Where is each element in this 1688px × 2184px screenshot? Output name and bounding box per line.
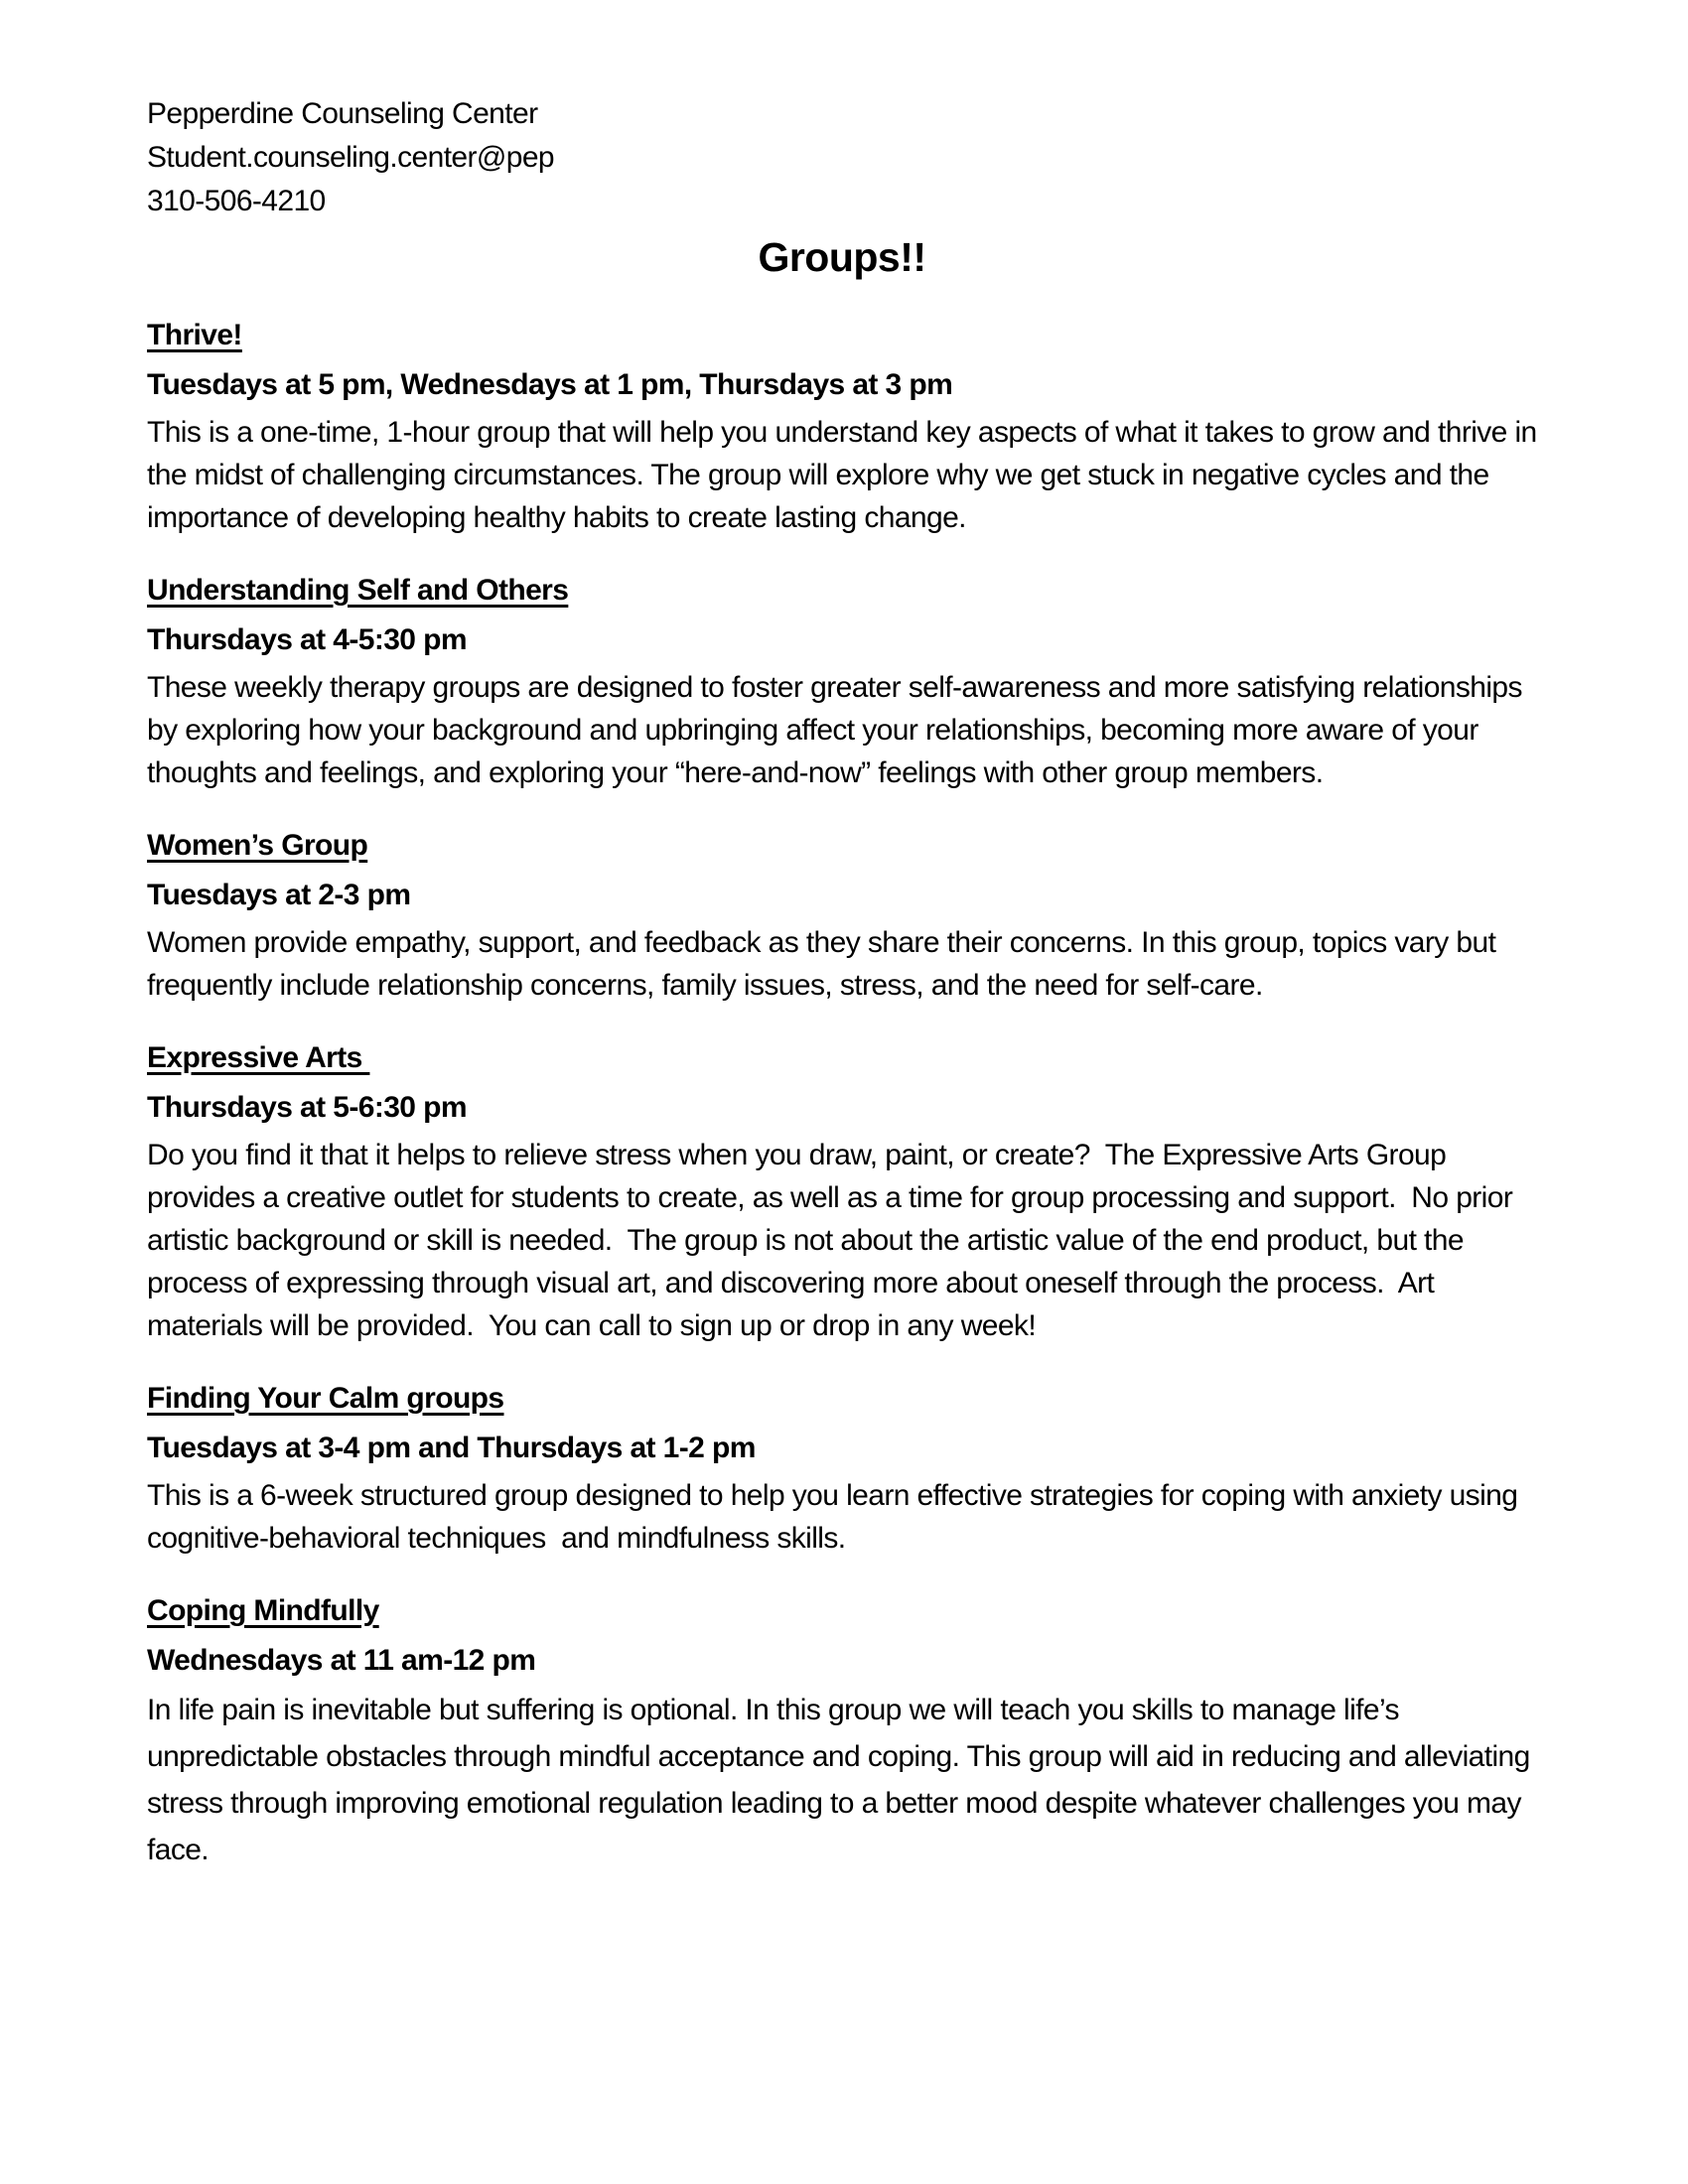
- group-title: Thrive!: [147, 319, 242, 351]
- group-schedule: Tuesdays at 3-4 pm and Thursdays at 1-2 pm: [147, 1432, 756, 1464]
- group-description: In life pain is inevitable but suffering is optional. In this group we will teach you skills to manage life’s unpredictable obstacles through mindful acceptance and coping. This group will aid in reducing and alleviating stress through improving emotional regulation leading to a better mood despite whatever challenges you may face.: [147, 1694, 1538, 1866]
- page-title: Groups!!: [758, 234, 926, 280]
- group-schedule: Tuesdays at 5 pm, Wednesdays at 1 pm, Thursdays at 3 pm: [147, 368, 953, 401]
- group-description: This is a one-time, 1-hour group that will help you understand key aspects of what it takes to grow and thrive in the midst of challenging circumstances. The group will explore why we get stuck in negative cycles and the importance of developing healthy habits to create lasting change.: [147, 416, 1545, 534]
- section-expressive-arts: [147, 1036, 1537, 1347]
- group-title: Expressive Arts: [147, 1041, 370, 1074]
- group-title: Finding Your Calm groups: [147, 1382, 504, 1415]
- group-description: These weekly therapy groups are designed to foster greater self-awareness and more satisfying relationships by exploring how your background and upbringing affect your relationships, becoming more aware of your thoughts and feelings, and exploring your “here-and-now” feelings with other group members.: [147, 671, 1530, 789]
- group-schedule: Tuesdays at 2-3 pm: [147, 879, 411, 911]
- section-understanding-self-and-others: [147, 569, 1537, 794]
- organization-email: Student.counseling.center@pep: [147, 141, 555, 174]
- group-title: Women’s Group: [147, 829, 368, 862]
- organization-phone: 310-506-4210: [147, 185, 326, 217]
- group-schedule: Thursdays at 4-5:30 pm: [147, 623, 467, 656]
- contact-header: [147, 92, 1537, 223]
- group-description: This is a 6-week structured group designed to help you learn effective strategies for coping with anxiety using cognitive-behavioral techniques and mindfulness skills.: [147, 1479, 1526, 1555]
- organization-name: Pepperdine Counseling Center: [147, 97, 538, 130]
- group-schedule: Thursdays at 5-6:30 pm: [147, 1091, 467, 1124]
- group-title: Coping Mindfully: [147, 1594, 379, 1627]
- section-coping-mindfully: [147, 1589, 1537, 1873]
- group-title: Understanding Self and Others: [147, 574, 569, 607]
- group-description: Do you find it that it helps to relieve stress when you draw, paint, or create? The Expressive Arts Group provides a creative outlet for students to create, as well as a time for group processing and support. No prior artistic background or skill is needed. The group is not about the artistic value of the end product, but the process of expressing through visual art, and discovering more about oneself through the process. Art materials will be provided. You can call to sign up or drop in any week!: [147, 1139, 1520, 1342]
- section-finding-your-calm: [147, 1377, 1537, 1560]
- section-womens-group: [147, 824, 1537, 1007]
- group-schedule: Wednesdays at 11 am-12 pm: [147, 1644, 536, 1677]
- group-description: Women provide empathy, support, and feedback as they share their concerns. In this group, topics vary but frequently include relationship concerns, family issues, stress, and the need for self-care.: [147, 926, 1504, 1002]
- group-list: [147, 314, 1545, 1873]
- section-thrive: [147, 314, 1545, 539]
